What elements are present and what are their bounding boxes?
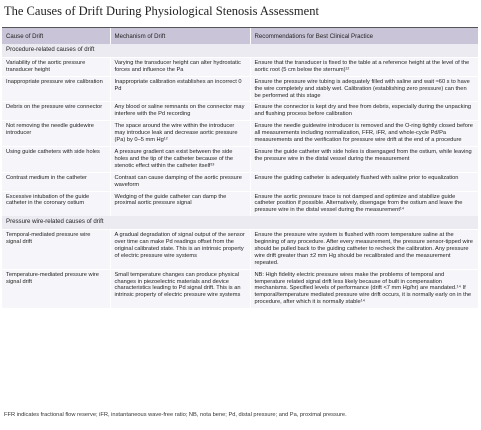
- column-header-mechanism: Mechanism of Drift: [110, 28, 250, 44]
- cause-cell: Debris on the pressure wire connector: [2, 102, 110, 121]
- table-row: [2, 121, 478, 147]
- table-row: [2, 76, 478, 102]
- section-header-pressure-wire: [2, 216, 478, 229]
- recommendation-cell: Ensure the guide catheter with side holes is disengaged from the ostium, while leaving the pressure wire in the distal vessel during the measurement: [250, 146, 478, 172]
- recommendation-cell: Ensure the guiding catheter is adequately flushed with saline prior to equalization: [250, 172, 478, 191]
- header-row: [2, 28, 478, 44]
- recommendation-cell: NB: High fidelity electric pressure wires make the problems of temporal and temperature related signal drift less likely because of built in compensation mechanisms. Specified levels of performance (drift <7 mm Hg/hr) are mandated.¹⁴ If temporal/temperature mediated pressure wire drift occurs, it is normally early on in the procedure, after which it is normally stable¹⁴: [250, 269, 478, 308]
- mechanism-cell: Small temperature changes can produce physical changes in piezoelectric materials and device characteristics leading to Pd signal drift. This is an intrinsic property of electric pressure wire systems: [110, 269, 250, 308]
- table-row: [2, 269, 478, 308]
- table-row: [2, 102, 478, 121]
- mechanism-cell: Any blood or saline remnants on the connector may interfere with the Pd recording: [110, 102, 250, 121]
- table-row: [2, 230, 478, 270]
- cause-cell: Excessive intubation of the guide catheter in the coronary ostium: [2, 191, 110, 216]
- cause-cell: Using guide catheters with side holes: [2, 146, 110, 172]
- recommendation-cell: Ensure the aortic pressure trace is not damped and optimize and stabilize guide catheter position if possible. Alternatively, disengage from the ostium and leave the pressure wire in the distal vessel during the measurement¹⁴: [250, 191, 478, 216]
- cause-cell: Temperature-mediated pressure wire signal drift: [2, 269, 110, 308]
- mechanism-cell: A pressure gradient can exist between the side holes and the tip of the catheter because of the stenotic effect within the catheter itself¹³: [110, 146, 250, 172]
- section-label: Procedure-related causes of drift: [2, 44, 478, 57]
- section-header-procedure: [2, 44, 478, 57]
- column-header-cause: Cause of Drift: [2, 28, 110, 44]
- cause-cell: Contrast medium in the catheter: [2, 172, 110, 191]
- cause-cell: Inappropriate pressure wire calibration: [2, 76, 110, 102]
- mechanism-cell: The space around the wire within the introducer may introduce leak and decrease aortic pressure (Pa) by 0–5 mm Hg¹²: [110, 121, 250, 147]
- column-header-recommendation: Recommendations for Best Clinical Practice: [250, 28, 478, 44]
- table-title: The Causes of Drift During Physiological Stenosis Assessment: [4, 4, 319, 18]
- table-footnote: FFR indicates fractional flow reserve; iFR, instantaneous wave-free ratio; NB, nota bene; Pd, distal pressure; and Pa, proximal pressure.: [4, 412, 347, 418]
- cause-cell: Not removing the needle guidewire introducer: [2, 121, 110, 147]
- recommendation-cell: Ensure the pressure wire tubing is adequately filled with saline and wait ≈60 s to have the wire completely and stably wet. Calibration (establishing zero pressure) can then be performed at this stage: [250, 76, 478, 102]
- recommendation-cell: Ensure the needle guidewire introducer is removed and the O-ring tightly closed before all measurements including normalization, FFR, iFR, and whole-cycle Pd/Pa measurements and the verification for pressure wire drift at the end of a procedure: [250, 121, 478, 147]
- table-row: [2, 191, 478, 216]
- cause-cell: Temporal-mediated pressure wire signal drift: [2, 230, 110, 270]
- recommendation-cell: Ensure the connector is kept dry and free from debris, especially during the unpacking and flushing process before calibration: [250, 102, 478, 121]
- table-row: [2, 57, 478, 76]
- mechanism-cell: Contrast can cause damping of the aortic pressure waveform: [110, 172, 250, 191]
- recommendation-cell: Ensure the pressure wire system is flushed with room temperature saline at the beginning of any procedure. After every measurement, the pressure sensor-tipped wire should be pulled back to the guiding catheter to recheck the calibration. Any pressure wire drift greater than ±2 mm Hg should be recalibrated and the measurement repeated.: [250, 230, 478, 270]
- mechanism-cell: A gradual degradation of signal output of the sensor over time can make Pd readings offset from the original calibrated state. This is an intrinsic property of electric pressure wire systems: [110, 230, 250, 270]
- section-label: Pressure wire-related causes of drift: [2, 216, 478, 229]
- table-row: [2, 146, 478, 172]
- mechanism-cell: Varying the transducer height can alter hydrostatic forces and influence the Pa: [110, 57, 250, 76]
- drift-table: [2, 27, 478, 308]
- table-row: [2, 172, 478, 191]
- mechanism-cell: Wedging of the guide catheter can damp the proximal aortic pressure signal: [110, 191, 250, 216]
- cause-cell: Variability of the aortic pressure transducer height: [2, 57, 110, 76]
- mechanism-cell: Inappropriate calibration establishes an incorrect 0 Pd: [110, 76, 250, 102]
- recommendation-cell: Ensure that the transducer is fixed to the table at a reference height at the level of the aortic root (5 cm below the sternum)¹²: [250, 57, 478, 76]
